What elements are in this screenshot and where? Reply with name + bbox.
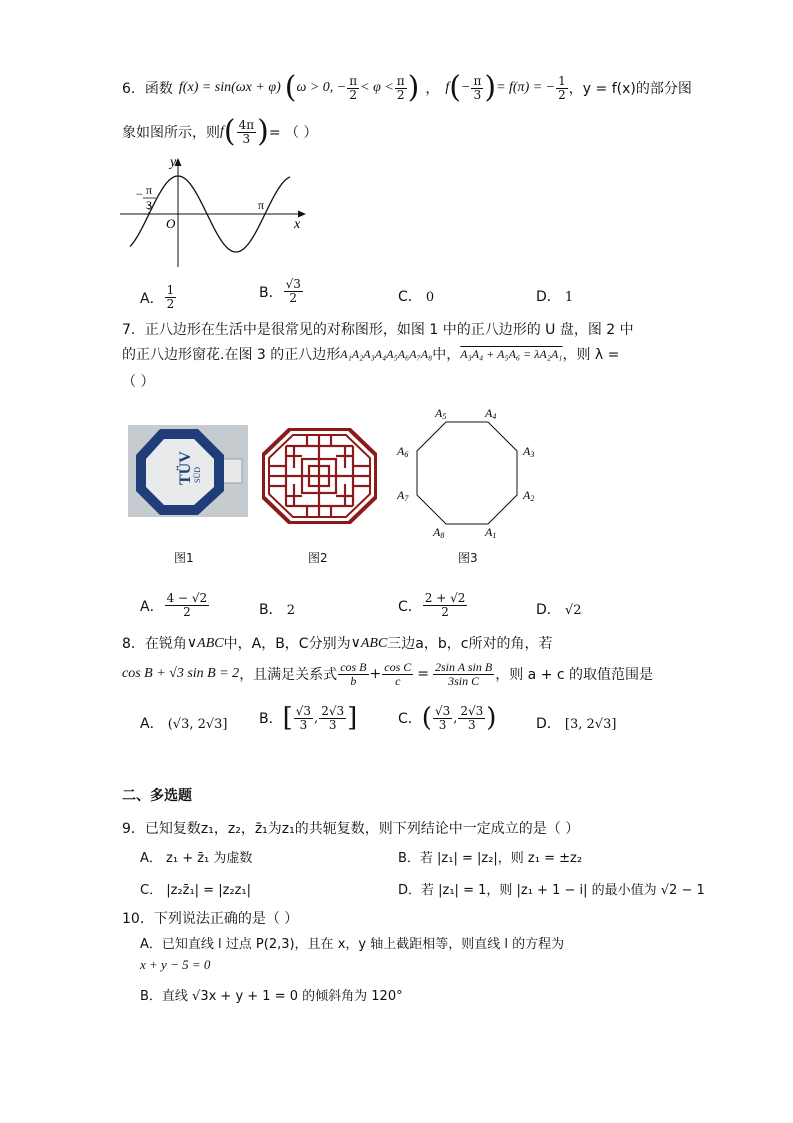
q6-option-c-letter: C．	[398, 289, 422, 305]
q8-option-b-den2: 3	[328, 717, 337, 732]
q6-option-a-letter: A．	[140, 290, 164, 307]
q8-line2	[122, 656, 653, 692]
q7-option-d-value: √2	[564, 603, 582, 618]
q8-option-d-value: [3, 2√3]	[564, 717, 617, 732]
q9-stem: 9．已知复数z₁，z₂，z̄₁为z₁的共轭复数，则下列结论中一定成立的是（ ）	[122, 821, 580, 837]
q8-option-b-frac1	[294, 705, 313, 732]
q6-stem-a: 函数	[144, 81, 173, 97]
q8-frac-cosc-c	[382, 661, 413, 688]
q8-option-b-letter: B．	[259, 711, 283, 727]
q6-option-b-frac	[284, 278, 303, 305]
fig1-usb-photo	[128, 425, 248, 517]
q8-option-c-comma: ,	[453, 710, 458, 726]
q6-option-d-letter: D．	[536, 289, 561, 305]
q6-frac-pi-3	[471, 75, 483, 102]
q6-three-den: 3	[473, 87, 482, 102]
q7-option-d[interactable]	[536, 599, 581, 619]
q8-option-d-letter: D．	[536, 716, 561, 732]
fig2-window-lattice	[262, 428, 377, 524]
vertex-a6: A6	[397, 444, 409, 459]
q6-pi-num-c: π	[473, 73, 482, 88]
q7-octagon-name: A₁A₂A₃A₄A₅A₆A₇A₈	[340, 346, 433, 361]
q8-f3-den: 3sin C	[448, 673, 480, 688]
fig3-octagon-diagram	[395, 404, 545, 540]
q8-option-c-den2: 3	[468, 717, 476, 732]
q8-option-b-close: ]	[347, 703, 358, 733]
q7-option-a-frac	[165, 592, 210, 619]
q7-line1: 7．正八边形在生活中是很常见的对称图形，如图 1 中的正八边形的 U 盘，图 2 中	[122, 322, 634, 338]
q10-stem: 10．下列说法正确的是（ ）	[122, 911, 299, 927]
q7-option-c-den: 2	[441, 605, 449, 619]
vertex-a3: A3	[523, 444, 535, 459]
vertex-a7: A7	[397, 488, 409, 503]
q6-two-den-a: 2	[349, 87, 358, 102]
q6-frac-pi-2a	[347, 75, 359, 102]
q7-option-a-num: 4 − √2	[166, 591, 208, 605]
q7-line2	[122, 344, 619, 364]
x-axis-label: x	[294, 217, 301, 232]
y-axis-label: y	[170, 155, 177, 170]
pi-label: π	[258, 198, 265, 212]
q6-paren-open: (	[284, 70, 297, 105]
q7-option-b[interactable]	[259, 599, 295, 619]
q8-f2-den: c	[395, 673, 401, 688]
q6-frac-1-2	[556, 75, 568, 102]
q6-option-b-den: 2	[289, 291, 298, 305]
q6-stem-b: ，y = f(x)的部分图	[568, 81, 692, 97]
q7-line2a: 的正八边形窗花.在图 3 的正八边形	[122, 347, 341, 363]
q7-option-b-letter: B．	[259, 602, 283, 618]
q8-line2a: ，且满足关系式	[239, 667, 338, 683]
q7-option-a-den: 2	[183, 605, 191, 619]
q8-option-b-num1: √3	[295, 703, 312, 718]
vertex-a2: A2	[523, 488, 535, 503]
q9-option-a[interactable]: A． z₁ + z̄₁ 为虚数	[140, 851, 253, 866]
q6-paren-close: )	[407, 70, 420, 105]
q6-one-num: 1	[558, 73, 566, 88]
q6-option-b[interactable]	[259, 278, 304, 305]
neg-pi3-den: 3	[146, 198, 152, 212]
vertex-a4: A4	[485, 406, 497, 421]
q8-option-b-comma: ,	[314, 710, 319, 726]
fig1-text-sud: SÜD	[193, 466, 202, 483]
vertex-a1: A1	[485, 525, 497, 540]
q8-option-a-value: (√3, 2√3]	[167, 717, 228, 732]
q6-paren2-open: (	[449, 70, 461, 105]
q7-option-c-num: 2 + √2	[424, 591, 466, 605]
q6-f-label: f	[220, 124, 224, 139]
q8-option-c-num1: √3	[434, 703, 451, 718]
q8-option-c-frac1	[433, 705, 452, 732]
q6-two-den-c: 2	[558, 87, 566, 102]
q6-option-c-value: 0	[425, 290, 435, 305]
q7-option-a[interactable]	[140, 592, 210, 619]
q6-paren3-close: )	[257, 114, 269, 149]
q8-frac-rhs	[433, 661, 494, 688]
q8-triangle-b: ∨ABC	[350, 635, 388, 651]
q8-option-b-num2: 2√3	[321, 703, 345, 718]
section-heading: 二、多选题	[122, 788, 192, 804]
q8-f1-den: b	[350, 673, 357, 688]
q6-comma: ，	[425, 81, 440, 97]
vertex-a5: A5	[435, 406, 447, 421]
fig3-caption: 图3	[458, 551, 478, 565]
q6-option-c[interactable]	[398, 286, 434, 306]
origin-label: O	[166, 216, 176, 231]
q6-minus: −	[461, 80, 471, 95]
q8-line1c: 三边a，b，c所对的角，若	[387, 636, 553, 652]
q7-line2c: ，则 λ =	[562, 347, 620, 363]
q6-paren2-close: )	[484, 70, 497, 105]
q8-line1	[122, 633, 552, 653]
fig1-text-tuv: TÜV	[177, 451, 194, 485]
q6-condition: ω > 0, −	[296, 80, 347, 95]
q9-option-b[interactable]: B．若 |z₁| = |z₂|，则 z₁ = ±z₂	[398, 851, 583, 866]
q10-option-a-line2: x + y − 5 = 0	[140, 957, 211, 972]
q6-sine-graph	[118, 152, 318, 272]
q7-option-c-frac	[423, 592, 468, 619]
q6-frac-pi-2b	[395, 75, 407, 102]
q8-option-c[interactable]	[398, 703, 496, 733]
q9-option-d[interactable]: D．若 |z₁| = 1，则 |z₁ + 1 − i| 的最小值为 √2 − 1	[398, 883, 705, 898]
q6-4pi-num: 4π	[238, 117, 255, 132]
q7-option-b-value: 2	[286, 603, 296, 618]
q8-option-a-letter: A．	[140, 716, 164, 732]
fig2-lattice	[269, 435, 370, 517]
q8-option-b-open: [	[282, 703, 293, 733]
q6-stem-c: 象如图所示，则	[122, 125, 220, 141]
q8-option-c-close: )	[486, 703, 497, 733]
q7-vector-equation: A₃A₄ + A₅A₆ = λA₂A₁	[460, 346, 563, 361]
fig1-caption: 图1	[174, 551, 194, 565]
q7-line3: （ ）	[122, 374, 155, 390]
q6-pi-num-b: π	[396, 73, 405, 88]
fig3-octagon	[417, 422, 517, 524]
q6-option-a-den: 2	[166, 297, 175, 311]
q8-f3-num: 2sin A sin B	[434, 659, 493, 674]
neg-pi3-num: π	[146, 183, 153, 197]
neg-pi3-minus: −	[136, 187, 143, 201]
q10-option-b[interactable]: B．直线 √3x + y + 1 = 0 的倾斜角为 120°	[140, 989, 403, 1004]
q8-option-b-frac2	[319, 705, 346, 732]
q8-plus: +	[369, 666, 382, 682]
q8-option-a[interactable]	[140, 713, 228, 733]
q6-two-den-b: 2	[396, 87, 405, 102]
q10-option-a-line1[interactable]: A．已知直线 l 过点 P(2,3)，且在 x，y 轴上截距相等，则直线 l 的方程为	[140, 937, 565, 952]
fig2-caption: 图2	[308, 551, 328, 565]
q6-func-def: f(x) = sin(ωx + φ)	[178, 80, 281, 95]
q6-cond2-b: = f(π) = −	[496, 80, 556, 95]
q8-option-d[interactable]	[536, 713, 616, 733]
q9-option-c[interactable]: C． |z₂z̄₁| = |z₂z₁|	[140, 883, 252, 898]
q6-number: 6．	[122, 81, 145, 97]
q7-option-a-letter: A．	[140, 598, 164, 615]
q6-cond2-a: f	[445, 80, 450, 95]
q8-line1b: 中，A，B，C分别为	[223, 636, 351, 652]
vertex-a8: A8	[433, 525, 445, 540]
q7-option-c[interactable]	[398, 592, 468, 619]
q6-paren3-open: (	[223, 114, 236, 149]
q6-line2	[122, 114, 318, 150]
q7-line2b: 中，	[432, 347, 461, 363]
q8-option-c-open: (	[421, 703, 432, 733]
q8-f2-num: cos C	[384, 659, 412, 674]
q6-equals-blank: = （ ）	[268, 125, 318, 141]
q6-frac-4pi-3	[237, 119, 257, 146]
q8-f1-num: cos B	[340, 659, 367, 674]
q6-option-a-frac	[165, 284, 177, 311]
q6-line1	[122, 70, 692, 106]
q8-option-c-letter: C．	[398, 711, 422, 727]
q6-option-d-value: 1	[564, 290, 574, 305]
q8-option-c-den1: 3	[438, 717, 447, 732]
q6-lt-phi-lt: < φ <	[360, 80, 394, 95]
q6-three-den-b: 3	[242, 131, 251, 146]
q6-option-a[interactable]	[140, 284, 177, 311]
q8-equals: =	[417, 666, 429, 682]
q6-pi-num-a: π	[349, 73, 358, 88]
q8-triangle-a: ∨ABC	[186, 635, 224, 651]
q8-option-c-frac2	[458, 705, 485, 732]
q8-line2b: ，则 a + c 的取值范围是	[495, 667, 654, 683]
q7-option-c-letter: C．	[398, 598, 422, 615]
q6-option-a-num: 1	[166, 283, 175, 297]
q6-option-b-letter: B．	[259, 284, 283, 301]
q8-line1a: 8．在锐角	[122, 636, 187, 652]
q7-option-d-letter: D．	[536, 602, 561, 618]
q8-option-b-den1: 3	[299, 717, 308, 732]
q8-option-c-num2: 2√3	[460, 703, 484, 718]
q8-option-b[interactable]	[259, 703, 357, 733]
q8-frac-cosb-b	[338, 661, 368, 688]
q8-condition: cos B + √3 sin B = 2	[122, 666, 240, 681]
q6-option-d[interactable]	[536, 286, 573, 306]
q6-option-b-num: √3	[285, 277, 301, 291]
